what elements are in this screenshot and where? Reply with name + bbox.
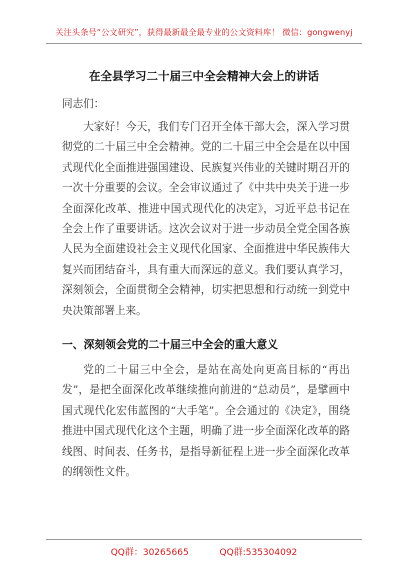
salutation: 同志们：	[62, 98, 105, 110]
footer-divider	[46, 539, 362, 540]
footer-qq-group-1: QQ群：30265665	[110, 548, 189, 558]
footer-qq-group-2: QQ群:535304092	[219, 548, 298, 558]
header-divider	[46, 43, 362, 44]
body-paragraph-2: 党的二十届三中全会，是站在高处向更高目标的“再出发”，是把全面深化改革继续推向前进的“总动员”，是擘画中国式现代化宏伟蓝图的“大手笔”。全会通过的《决定》，围绕推进中国式现代化这个主题，明确了进一步全面深化改革的路线图、时间表、任务书，是指导新征程上进一步全面深化改革的纲领性文件。	[62, 364, 350, 479]
document-title: 在全县学习二十届三中全会精神大会上的讲话	[89, 69, 319, 83]
section-heading-1: 一、深刻领会党的二十届三中全会的重大意义	[62, 338, 278, 351]
body-paragraph-1: 大家好！今天，我们专门召开全体干部大会，深入学习贯彻党的二十届三中全会精神。党的二十届三中全会是在以中国式现代化全面推进强国建设、民族复兴伟业的关键时期召开的一次十分重要的会议。全会审议通过了《中共中央关于进一步全面深化改革、推进中国式现代化的决定》，习近平总书记在全会上作了重要讲话。这次会议对于进一步动员全党全国各族人民为全面建设社会主义现代化国家、全面推进中华民族伟大复兴而团结奋斗，具有重大而深远的意义。我们要认真学习，深刻领会，全面贯彻全会精神，切实把思想和行动统一到党中央决策部署上来。	[62, 121, 350, 317]
page-header-promo: 关注头条号“公文研究”，获得最新最全最专业的公文资料库！ 微信：gongwenyj	[55, 27, 353, 37]
page-footer	[0, 545, 408, 558]
